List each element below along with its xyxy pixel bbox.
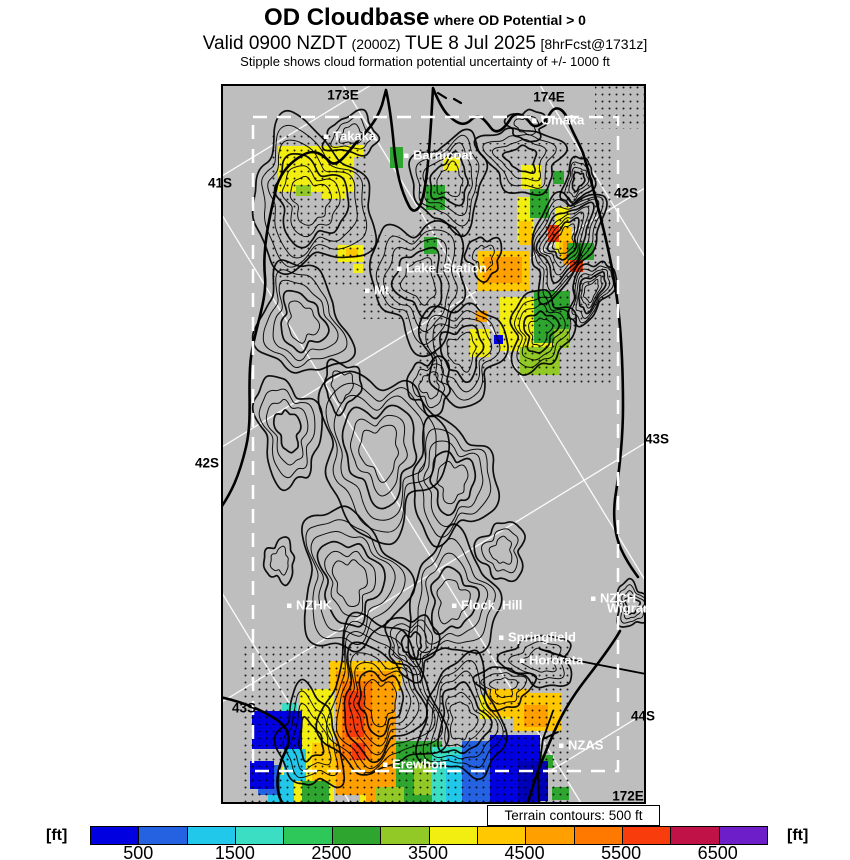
colorbar-segment [91, 827, 139, 844]
graticule-label: 42S [194, 455, 220, 471]
colorbar-tick: 6500 [697, 843, 738, 860]
page-title-qualifier: where OD Potential > 0 [433, 12, 586, 28]
place-label: Hororata [529, 652, 584, 668]
colorbar-tick: 2500 [311, 843, 352, 860]
valid-time-line [0, 33, 850, 55]
place-label: Barnicoat [413, 147, 473, 163]
graticule-label: 43S [231, 700, 257, 716]
graticule-label: 173E [327, 87, 359, 103]
colorbar-unit-right: [ft] [787, 827, 809, 844]
graticule-label: 43S [644, 431, 670, 447]
colorbar-unit-left: [ft] [46, 827, 68, 844]
forecast-tag: [8hrFcst@1731z] [540, 35, 648, 52]
colorbar-segment [430, 827, 478, 844]
place-label: Mt [374, 282, 390, 298]
colorbar-segment [236, 827, 284, 844]
place-marker [499, 636, 504, 641]
graticule-label: 174E [533, 89, 565, 105]
graticule-label: 44S [630, 708, 656, 724]
stipple-note: Stipple shows cloud formation potential uncertainty of +/- 1000 ft [240, 54, 610, 70]
place-label: NZHK [296, 597, 333, 613]
place-label: Omaka [541, 112, 585, 128]
place-marker [404, 154, 409, 159]
place-marker [520, 659, 525, 664]
graticule-label: 172E [612, 788, 644, 804]
place-marker [324, 135, 329, 140]
graticule-label: 41S [207, 175, 233, 191]
place-marker [383, 763, 388, 768]
colorbar-segment [284, 827, 332, 844]
place-label: Takaka [333, 128, 377, 144]
place-label: Flock_Hill [461, 597, 523, 613]
place-marker [559, 744, 564, 749]
place-marker [452, 604, 457, 609]
colorbar-tick: 1500 [214, 843, 255, 860]
colorbar-segment [526, 827, 574, 844]
colorbar-tick: 500 [123, 843, 154, 860]
colorbar-tick: 3500 [407, 843, 449, 860]
place-label: Wigram [607, 600, 655, 616]
terrain-contours-note: Terrain contours: 500 ft [487, 805, 660, 826]
colorbar-segment [575, 827, 623, 844]
colorbar-segment [671, 827, 719, 844]
place-marker [397, 267, 402, 272]
place-label: Erewhon [392, 756, 447, 772]
colorbar-segment [188, 827, 236, 844]
graticule-label: 42S [613, 185, 639, 201]
forecast-map [194, 85, 670, 804]
valid-date: TUE 8 Jul 2025 [405, 32, 536, 54]
place-label: Springfield [508, 629, 576, 645]
colorbar-segment [478, 827, 526, 844]
place-marker [591, 597, 596, 602]
place-label: NZAS [568, 737, 604, 753]
valid-zulu: (2000Z) [351, 35, 401, 52]
place-label: Lake_Station [406, 260, 487, 276]
colorbar-tick: 5500 [601, 843, 642, 860]
colorbar-segment [623, 827, 671, 844]
page-title: OD Cloudbase [264, 4, 430, 31]
place-label: NZCH [600, 590, 637, 606]
place-marker [287, 604, 292, 609]
title-line [0, 4, 850, 32]
colorbar-segment [720, 827, 767, 844]
colorbar-tick: 4500 [504, 843, 545, 860]
place-marker [532, 119, 537, 124]
valid-prefix: Valid 0900 NZDT [202, 32, 348, 54]
place-marker [365, 289, 370, 294]
stipple-region [595, 85, 645, 129]
colorbar-segment [333, 827, 381, 844]
colorbar-segment [139, 827, 187, 844]
colorbar-segment [381, 827, 429, 844]
header [0, 4, 850, 70]
